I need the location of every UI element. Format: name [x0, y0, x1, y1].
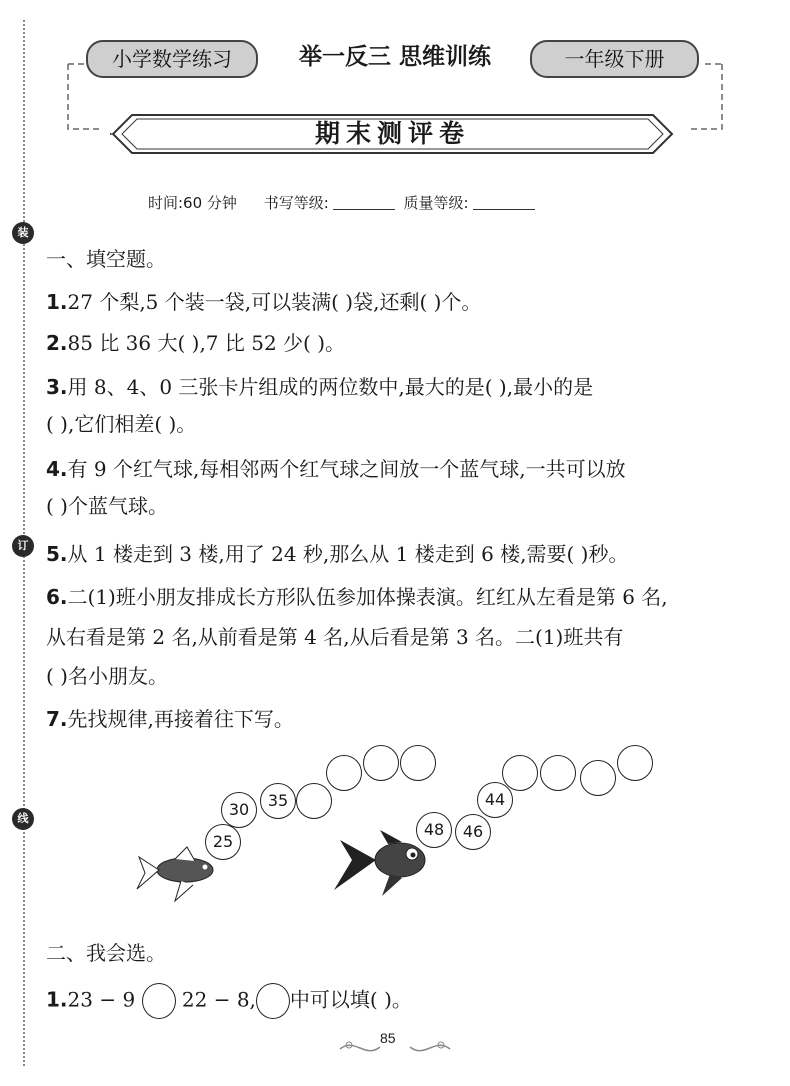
binding-mark-2: 订	[12, 535, 34, 557]
bubble-right-7[interactable]	[617, 745, 653, 781]
question-3-cont: ( ),它们相差( )。	[46, 412, 197, 436]
writing-grade-blank[interactable]	[333, 209, 395, 210]
question-7-number: 7.	[46, 707, 68, 731]
choice-question-1-middle: 22 − 8,	[181, 987, 256, 1012]
goldfish-right-illustration	[330, 830, 440, 900]
question-1-text: 27 个梨,5 个装一袋,可以装满( )袋,还剩( )个。	[67, 290, 482, 314]
bubble-right-6[interactable]	[580, 760, 616, 796]
question-1	[46, 286, 481, 315]
grade-label: 一年级下册	[530, 40, 699, 78]
bubble-right-3: 44	[477, 782, 513, 818]
goldfish-left-illustration	[135, 845, 225, 905]
bubble-left-4[interactable]	[296, 783, 332, 819]
compare-oval-1[interactable]	[142, 983, 176, 1019]
bubble-left-3[interactable]: 35	[260, 783, 296, 819]
question-2-text: 85 比 36 大( ),7 比 52 少( )。	[67, 331, 346, 355]
binding-mark-3: 线	[12, 808, 34, 830]
choice-question-1-right: 中可以填( )。	[289, 987, 412, 1012]
question-6-cont-c: ( )名小朋友。	[46, 664, 168, 688]
question-6	[46, 581, 668, 610]
choice-question-1-left: 23 − 9	[67, 987, 136, 1012]
section2-heading: 二、我会选。	[46, 941, 166, 965]
page-title: 期末测评卷	[314, 119, 470, 148]
title-banner	[110, 112, 675, 156]
question-4-number: 4.	[46, 457, 68, 481]
writing-grade-label: 书写等级:	[263, 194, 329, 212]
question-6-cont-b: 从右看是第 2 名,从前看是第 4 名,从后看是第 3 名。二(1)班共有	[46, 625, 624, 649]
section1-heading: 一、填空题。	[46, 247, 166, 271]
binding-mark-1: 装	[12, 222, 34, 244]
bubble-left-7[interactable]	[400, 745, 436, 781]
question-4-text-a: 有 9 个红气球,每相邻两个红气球之间放一个蓝气球,一共可以放	[67, 457, 626, 481]
bubble-left-6[interactable]	[363, 745, 399, 781]
series-label: 小学数学练习	[86, 40, 258, 78]
question-3-text-a: 用 8、4、0 三张卡片组成的两位数中,最大的是( ),最小的是	[67, 375, 594, 399]
question-5	[46, 538, 628, 567]
question-3	[46, 371, 593, 400]
bubble-left-1: 25	[205, 824, 241, 860]
page-number: 85	[380, 1030, 396, 1046]
header-middle-title: 举一反三 思维训练	[298, 44, 491, 70]
quality-grade-label: 质量等级:	[403, 194, 469, 212]
bubble-left-2: 30	[221, 792, 257, 828]
time-label: 时间:60 分钟	[148, 194, 237, 212]
question-6-text-a: 二(1)班小朋友排成长方形队伍参加体操表演。红红从左看是第 6 名,	[67, 585, 668, 609]
question-6-number: 6.	[46, 585, 68, 609]
bubble-right-1: 46	[455, 814, 491, 850]
quality-grade-blank[interactable]	[473, 209, 535, 210]
choice-question-1	[46, 983, 412, 1019]
question-2-number: 2.	[46, 331, 68, 355]
question-7	[46, 703, 294, 732]
question-4	[46, 453, 626, 482]
bubble-left-5[interactable]	[326, 755, 362, 791]
bubble-right-4[interactable]	[502, 755, 538, 791]
question-1-number: 1.	[46, 290, 68, 314]
question-2	[46, 327, 345, 356]
question-3-number: 3.	[46, 375, 68, 399]
bubble-right-2: 48	[416, 812, 452, 848]
question-4-cont: ( )个蓝气球。	[46, 494, 168, 518]
info-row	[148, 192, 539, 213]
question-5-text: 从 1 楼走到 3 楼,用了 24 秒,那么从 1 楼走到 6 楼,需要( )秒。	[67, 542, 629, 566]
bubble-right-5[interactable]	[540, 755, 576, 791]
question-7-text: 先找规律,再接着往下写。	[67, 707, 294, 731]
choice-question-1-number: 1.	[46, 987, 68, 1012]
compare-oval-2[interactable]	[256, 983, 290, 1019]
question-5-number: 5.	[46, 542, 68, 566]
